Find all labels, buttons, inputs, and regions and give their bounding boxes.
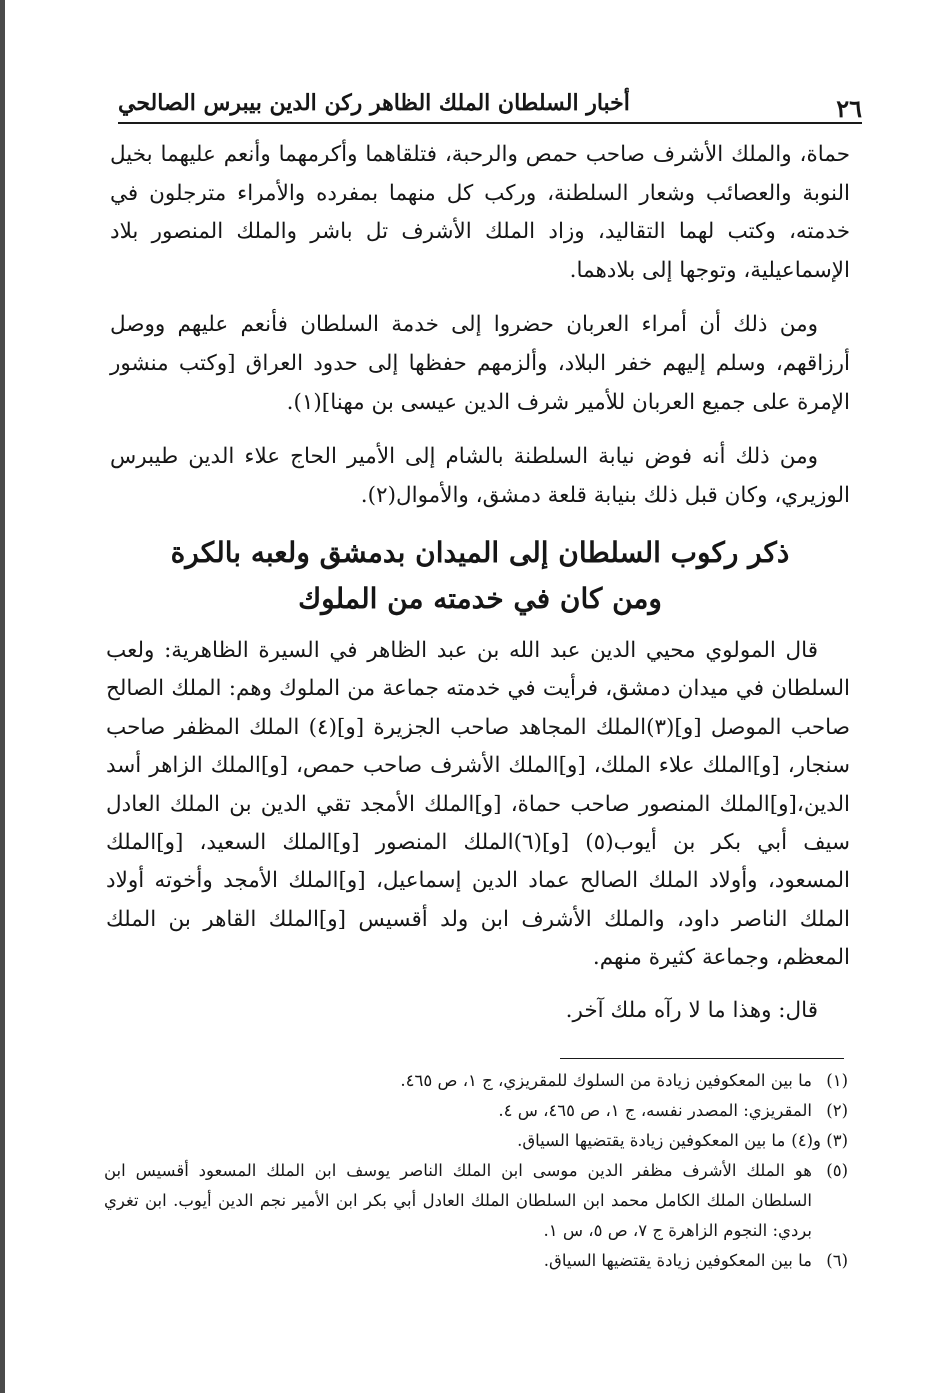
footnote-text: ما بين المعكوفين زيادة من السلوك للمقريزي، ج ١، ص ٤٦٥. — [400, 1071, 812, 1090]
page-number: ٢٦ — [836, 94, 862, 123]
footnote — [104, 1096, 848, 1126]
footnote-text: المقريزي: المصدر نفسه، ج ١، ص ٤٦٥، س ٤. — [498, 1101, 812, 1120]
paragraph: قال المولوي محيي الدين عبد الله بن عبد الظاهر في السيرة الظاهرية: ولعب السلطان في ميدان دمشق، فرأيت في خدمته جماعة من الملوك وهم: الملك الصالح صاحب الموصل [و](٣)الملك المجاهد صاحب الجزيرة [و](٤) الملك المظفر صاحب سنجار، [و]الملك علاء الملك، [و]الملك الأشرف صاحب حمص، [و]الملك الزاهر أسد الدين،[و]الملك المنصور صاحب حماة، [و]الملك الأمجد تقي الدين بن الملك العادل سيف أبي بكر بن أيوب(٥) [و](٦)الملك المنصور [و]الملك السعيد، [و]الملك المسعود، وأولاد الملك الصالح عماد الدين إسماعيل، [و]الملك الأمجد وأخوته أولاد الملك الناصر داود، والملك الأشرف ابن ولد أقسيس [و]الملك القاهر بن الملك المعظم، وجماعة كثيرة منهم. — [106, 638, 850, 971]
footnote-text: ما بين المعكوفين زيادة يقتضيها السياق. — [517, 1131, 786, 1150]
footnote-text: هو الملك الأشرف مظفر الدين موسى ابن الملك الناصر يوسف ابن الملك المسعود أقسيس ابن السلطان الملك الكامل محمد ابن السلطان الملك العادل أبي بكر ابن الأمير نجم الدين أيوب. ابن تغري بردي: النجوم الزاهرة ج ٧، ص ٥، س ١. — [104, 1161, 812, 1240]
section-heading-line: ومن كان في خدمته من الملوك — [298, 582, 662, 615]
footnote-number: (٢) — [826, 1101, 848, 1120]
paragraph: حماة، والملك الأشرف صاحب حمص والرحبة، فتلقاهما وأكرمهما وأنعم عليهما بخيل النوبة والعصائب وشعار السلطنة، وركب كل منهما بمفرده والأمراء مترجلون في خدمته، وكتب لهما التقاليد، وزاد الملك الأشرف تل باشر والملك المنصور بلاد الإسماعيلية، وتوجها إلى بلادهما. — [110, 142, 850, 283]
footnote — [104, 1246, 848, 1276]
footnote-number: (٣) و(٤) — [791, 1131, 848, 1150]
footnote-number: (٥) — [826, 1161, 848, 1180]
section-body-text — [106, 632, 850, 1030]
header-rule — [118, 122, 862, 124]
section-heading — [110, 530, 850, 622]
footnote-number: (٦) — [826, 1251, 848, 1270]
paragraph: ومن ذلك أنه فوض نيابة السلطنة بالشام إلى الأمير الحاج علاء الدين طيبرس الوزيري، وكان قبل ذلك بنيابة قلعة دمشق، والأموال(٢). — [110, 444, 850, 508]
section-heading-line: ذكر ركوب السلطان إلى الميدان بدمشق ولعبه بالكرة — [170, 536, 790, 569]
page-header — [118, 84, 862, 124]
page-edge-shadow — [0, 0, 5, 1393]
footnote — [104, 1156, 848, 1246]
body-text — [110, 136, 850, 515]
footnote-separator — [560, 1058, 844, 1059]
footnotes — [104, 1066, 848, 1276]
footnote — [104, 1126, 848, 1156]
footnote-number: (١) — [826, 1071, 848, 1090]
paragraph: ومن ذلك أن أمراء العربان حضروا إلى خدمة السلطان فأنعم عليهم ووصل أرزاقهم، وسلم إليهم خفر البلاد، وألزمهم حفظها إلى حدود العراق [وكتب منشور الإمرة على جميع العربان للأمير شرف الدين عيسى بن مهنا](١). — [110, 312, 850, 415]
footnote-text: ما بين المعكوفين زيادة يقتضيها السياق. — [543, 1251, 812, 1270]
paragraph: قال: وهذا ما لا رآه ملك آخر. — [565, 997, 818, 1023]
footnote — [104, 1066, 848, 1096]
running-title: أخبار السلطان الملك الظاهر ركن الدين بيبرس الصالحي — [118, 90, 630, 116]
